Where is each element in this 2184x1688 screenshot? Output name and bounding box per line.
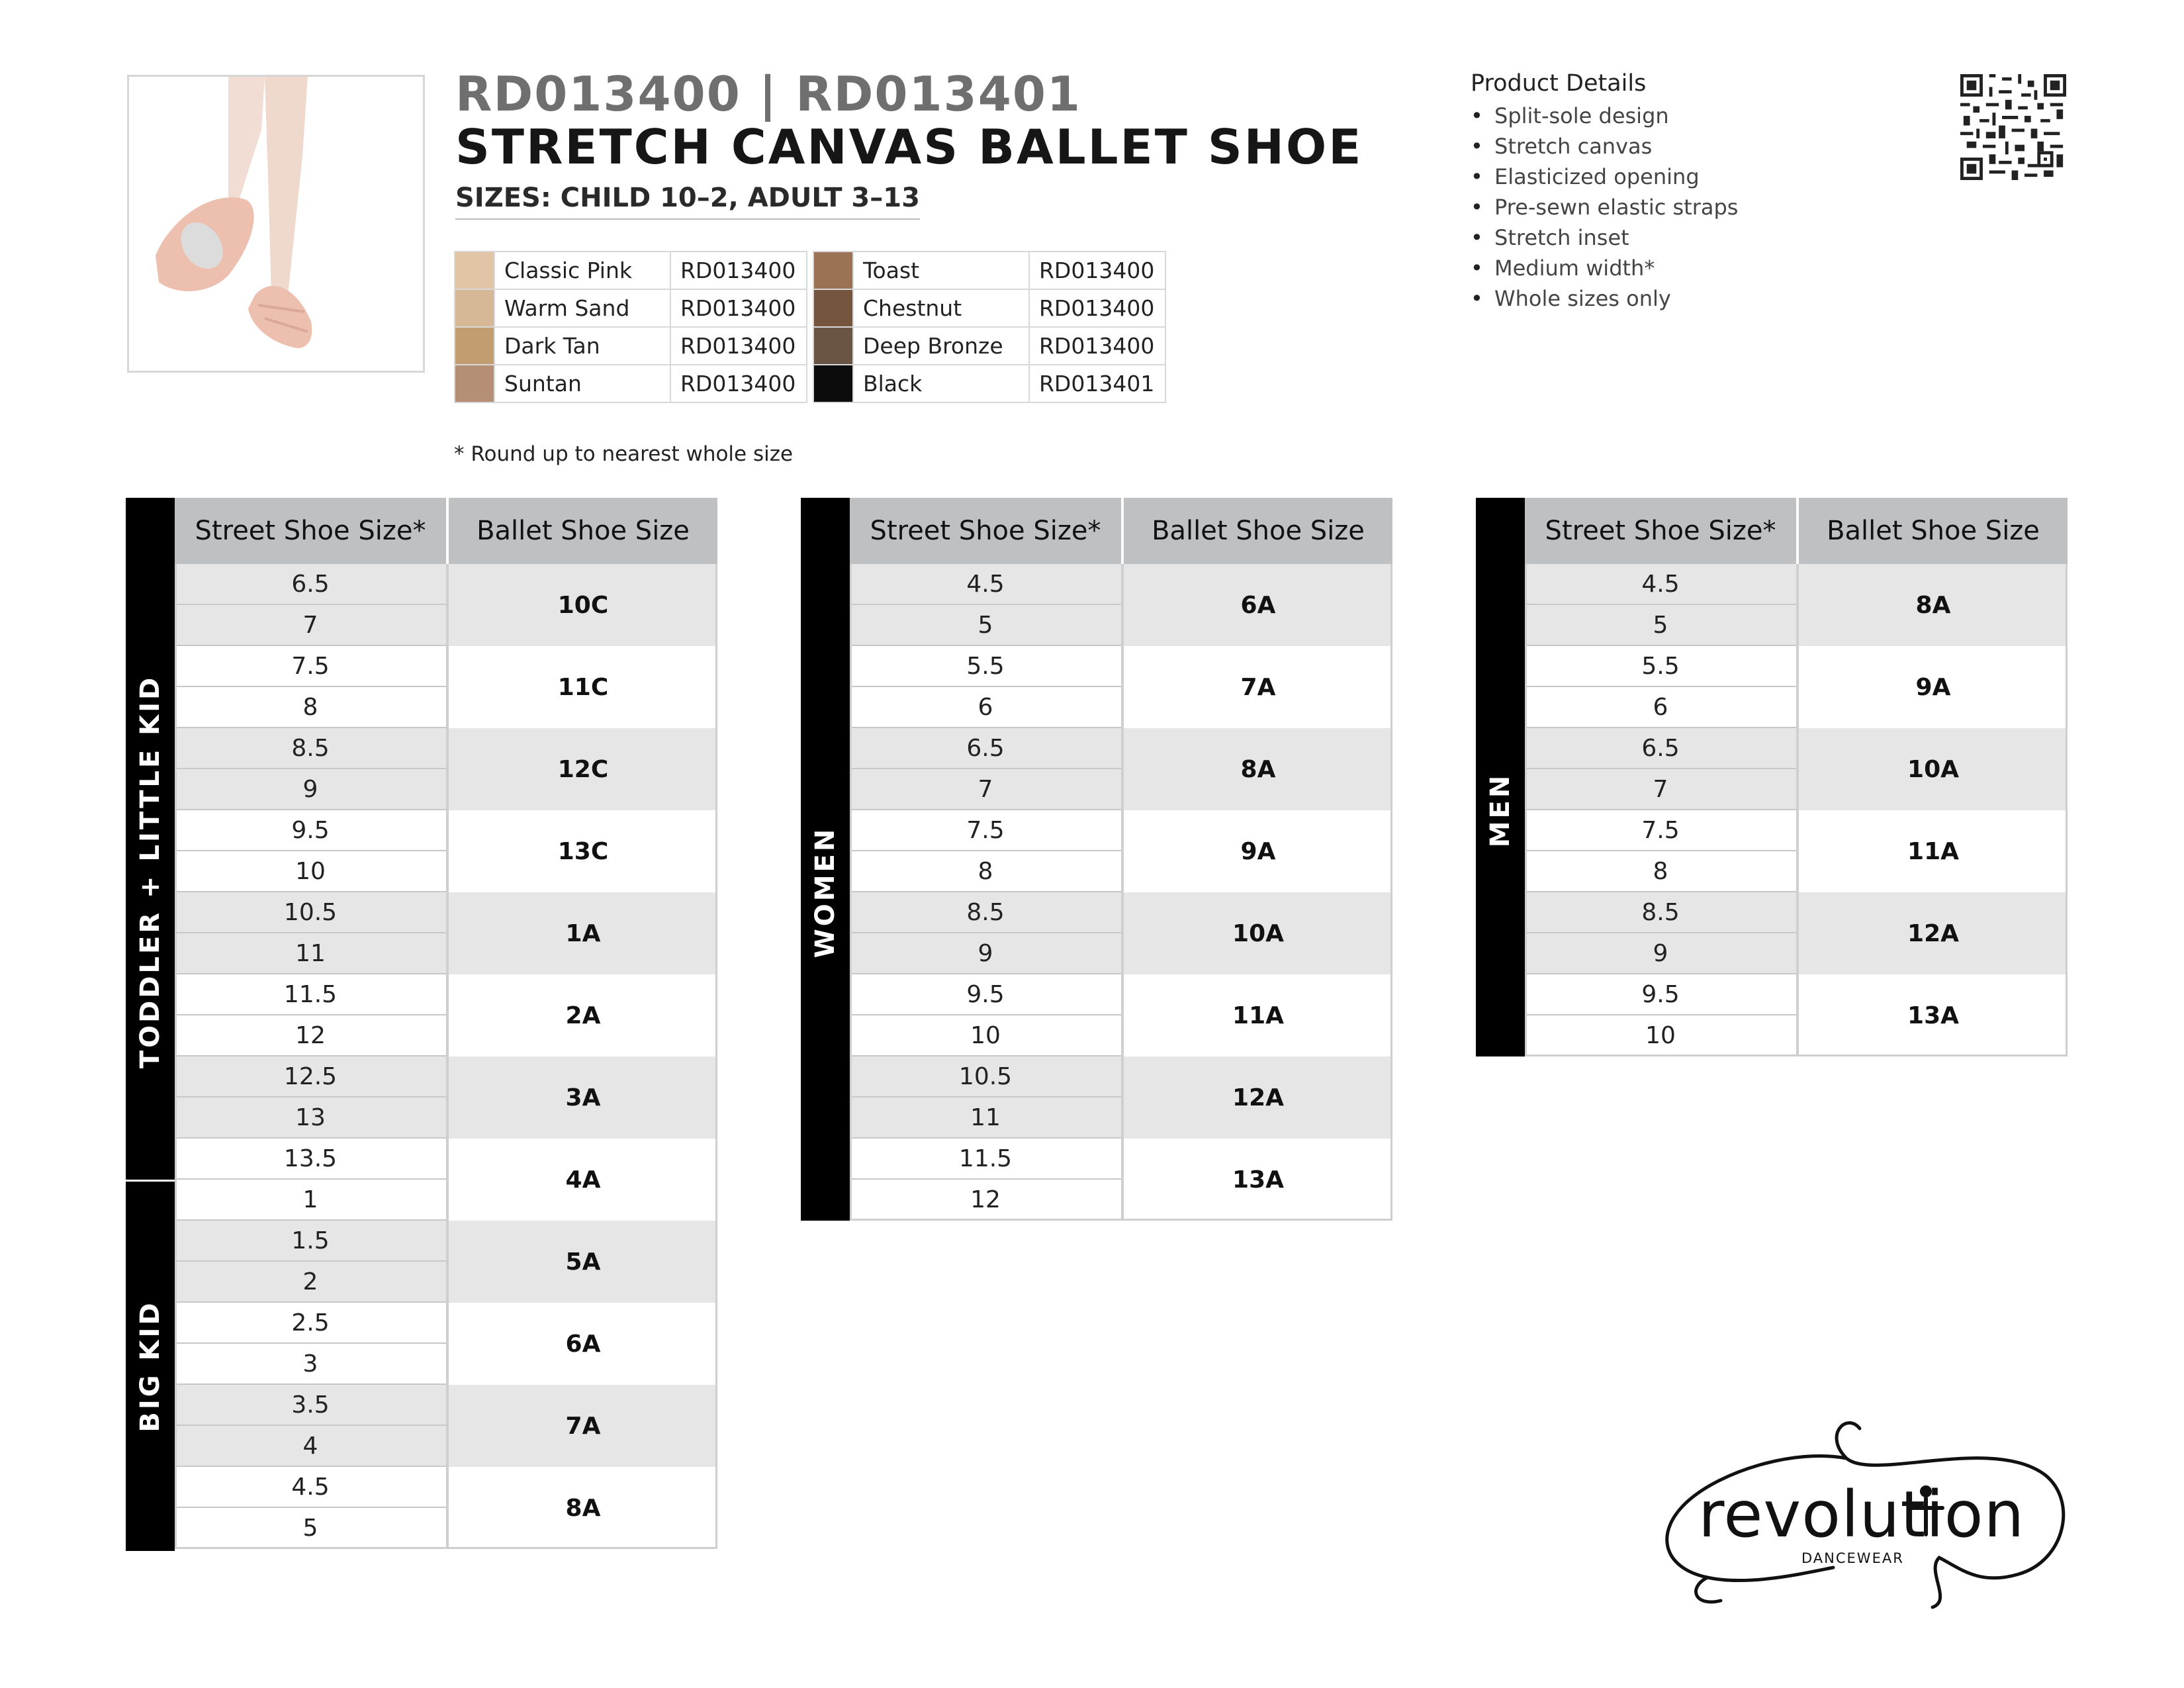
street-size-cell: 7 bbox=[1525, 769, 1796, 810]
street-size-cell: 6.5 bbox=[175, 564, 446, 605]
ballet-size-header: Ballet Shoe Size bbox=[1796, 498, 2068, 564]
product-codes: RD013400 | RD013401 bbox=[455, 66, 1082, 122]
product-title: STRETCH CANVAS BALLET SHOE bbox=[455, 119, 1363, 175]
ballet-size-cell: 7A bbox=[1121, 646, 1392, 728]
detail-item: • Stretch inset bbox=[1471, 222, 1738, 253]
detail-item: • Elasticized opening bbox=[1471, 162, 1738, 192]
qr-code[interactable] bbox=[1960, 74, 2066, 180]
size-group-bar bbox=[126, 1180, 175, 1551]
color-swatch bbox=[813, 365, 853, 402]
ballet-size-cell: 11A bbox=[1796, 810, 2068, 892]
ballet-size-cell: 10C bbox=[446, 564, 717, 646]
street-size-cell: 8 bbox=[175, 687, 446, 728]
color-row bbox=[455, 365, 807, 402]
footnote: * Round up to nearest whole size bbox=[454, 442, 794, 466]
street-size-cell: 10 bbox=[175, 851, 446, 892]
size-group-label: TODDLER + LITTLE KID bbox=[135, 675, 165, 1069]
color-swatch bbox=[813, 289, 853, 327]
ballet-size-cell: 12A bbox=[1796, 892, 2068, 974]
street-size-cell: 11.5 bbox=[850, 1139, 1121, 1180]
street-size-cell: 1.5 bbox=[175, 1221, 446, 1262]
street-size-cell: 3 bbox=[175, 1344, 446, 1385]
color-swatch bbox=[813, 327, 853, 365]
street-size-cell: 11 bbox=[175, 933, 446, 974]
street-size-cell: 8 bbox=[850, 851, 1121, 892]
color-code: RD013400 bbox=[1029, 289, 1165, 327]
street-size-cell: 10.5 bbox=[850, 1056, 1121, 1098]
size-range: SIZES: CHILD 10–2, ADULT 3–13 bbox=[455, 183, 920, 220]
street-size-cell: 9 bbox=[1525, 933, 1796, 974]
color-swatch bbox=[455, 252, 494, 289]
street-size-cell: 12.5 bbox=[175, 1056, 446, 1098]
color-code: RD013400 bbox=[670, 365, 807, 402]
street-size-cell: 11 bbox=[850, 1098, 1121, 1139]
street-size-cell: 4.5 bbox=[850, 564, 1121, 605]
detail-item: • Split-sole design bbox=[1471, 101, 1738, 131]
size-group-bar bbox=[801, 498, 850, 1221]
logo-subtitle: DANCEWEAR bbox=[1801, 1550, 1904, 1566]
street-size-cell: 2 bbox=[175, 1262, 446, 1303]
size-group-label: BIG KID bbox=[135, 1300, 165, 1432]
ballet-size-cell: 1A bbox=[446, 892, 717, 974]
street-size-cell: 11.5 bbox=[175, 974, 446, 1015]
color-row bbox=[455, 289, 807, 327]
ballet-size-cell: 8A bbox=[1796, 564, 2068, 646]
street-size-cell: 7.5 bbox=[175, 646, 446, 687]
ballet-size-cell: 13C bbox=[446, 810, 717, 892]
street-size-cell: 5.5 bbox=[1525, 646, 1796, 687]
ballet-size-cell: 8A bbox=[1121, 728, 1392, 810]
street-size-cell: 5 bbox=[850, 605, 1121, 646]
color-row bbox=[813, 289, 1165, 327]
size-chart-women bbox=[801, 498, 1392, 1221]
street-size-cell: 13 bbox=[175, 1098, 446, 1139]
color-code: RD013400 bbox=[1029, 327, 1165, 365]
size-group-bar bbox=[126, 498, 175, 1180]
street-size-cell: 8.5 bbox=[850, 892, 1121, 933]
street-size-cell: 7.5 bbox=[1525, 810, 1796, 851]
ballet-size-cell: 13A bbox=[1796, 974, 2068, 1056]
street-size-cell: 6 bbox=[1525, 687, 1796, 728]
color-row bbox=[455, 327, 807, 365]
street-size-header: Street Shoe Size* bbox=[1525, 498, 1796, 564]
ballet-size-cell: 12C bbox=[446, 728, 717, 810]
detail-item: • Medium width* bbox=[1471, 253, 1738, 283]
street-size-cell: 7.5 bbox=[850, 810, 1121, 851]
product-details-title: Product Details bbox=[1471, 70, 1647, 97]
street-size-cell: 5 bbox=[1525, 605, 1796, 646]
ballet-size-cell: 7A bbox=[446, 1385, 717, 1467]
color-name: Warm Sand bbox=[494, 289, 670, 327]
street-size-cell: 6 bbox=[850, 687, 1121, 728]
street-size-cell: 2.5 bbox=[175, 1303, 446, 1344]
street-size-cell: 4.5 bbox=[175, 1467, 446, 1508]
street-size-cell: 6.5 bbox=[1525, 728, 1796, 769]
street-size-cell: 8.5 bbox=[1525, 892, 1796, 933]
color-name: Classic Pink bbox=[494, 252, 670, 289]
ballet-size-cell: 6A bbox=[446, 1303, 717, 1385]
ballet-size-cell: 12A bbox=[1121, 1056, 1392, 1139]
street-size-cell: 13.5 bbox=[175, 1139, 446, 1180]
detail-item: • Pre-sewn elastic straps bbox=[1471, 192, 1738, 222]
size-group-label: WOMEN bbox=[810, 826, 841, 959]
street-size-cell: 10.5 bbox=[175, 892, 446, 933]
size-group-bar bbox=[1476, 498, 1525, 1056]
street-size-cell: 5.5 bbox=[850, 646, 1121, 687]
color-row bbox=[813, 365, 1165, 402]
color-code: RD013400 bbox=[670, 252, 807, 289]
color-row bbox=[813, 252, 1165, 289]
size-group-label: MEN bbox=[1485, 773, 1516, 848]
ballet-size-cell: 5A bbox=[446, 1221, 717, 1303]
ballet-size-cell: 10A bbox=[1121, 892, 1392, 974]
color-code: RD013400 bbox=[1029, 252, 1165, 289]
product-details-list bbox=[1471, 101, 1738, 314]
street-size-cell: 6.5 bbox=[850, 728, 1121, 769]
ballet-size-cell: 11A bbox=[1121, 974, 1392, 1056]
street-size-cell: 8.5 bbox=[175, 728, 446, 769]
color-swatch bbox=[455, 327, 494, 365]
street-size-cell: 9 bbox=[175, 769, 446, 810]
street-size-cell: 9.5 bbox=[1525, 974, 1796, 1015]
color-name: Deep Bronze bbox=[853, 327, 1029, 365]
color-swatch bbox=[455, 289, 494, 327]
color-name: Chestnut bbox=[853, 289, 1029, 327]
ballet-size-cell: 9A bbox=[1796, 646, 2068, 728]
ballet-size-header: Ballet Shoe Size bbox=[1121, 498, 1392, 564]
color-name: Black bbox=[853, 365, 1029, 402]
detail-item: • Whole sizes only bbox=[1471, 283, 1738, 314]
ballet-size-cell: 2A bbox=[446, 974, 717, 1056]
color-code: RD013401 bbox=[1029, 365, 1165, 402]
street-size-cell: 8 bbox=[1525, 851, 1796, 892]
ballet-size-cell: 10A bbox=[1796, 728, 2068, 810]
ballet-size-cell: 13A bbox=[1121, 1139, 1392, 1221]
ballet-size-header: Ballet Shoe Size bbox=[446, 498, 717, 564]
street-size-cell: 10 bbox=[850, 1015, 1121, 1056]
ballet-size-cell: 6A bbox=[1121, 564, 1392, 646]
street-size-cell: 9.5 bbox=[175, 810, 446, 851]
color-swatch bbox=[813, 252, 853, 289]
street-size-cell: 4.5 bbox=[1525, 564, 1796, 605]
street-size-header: Street Shoe Size* bbox=[850, 498, 1121, 564]
color-row bbox=[455, 252, 807, 289]
street-size-cell: 7 bbox=[175, 605, 446, 646]
street-size-header: Street Shoe Size* bbox=[175, 498, 446, 564]
ballet-size-cell: 9A bbox=[1121, 810, 1392, 892]
street-size-cell: 12 bbox=[175, 1015, 446, 1056]
color-swatch bbox=[455, 365, 494, 402]
color-table-left bbox=[454, 251, 807, 403]
color-table-right bbox=[813, 251, 1166, 403]
street-size-cell: 9.5 bbox=[850, 974, 1121, 1015]
color-code: RD013400 bbox=[670, 327, 807, 365]
ballet-size-cell: 3A bbox=[446, 1056, 717, 1139]
ballet-size-cell: 4A bbox=[446, 1139, 717, 1221]
street-size-cell: 9 bbox=[850, 933, 1121, 974]
street-size-cell: 12 bbox=[850, 1180, 1121, 1221]
ballet-size-cell: 11C bbox=[446, 646, 717, 728]
street-size-cell: 4 bbox=[175, 1426, 446, 1467]
street-size-cell: 10 bbox=[1525, 1015, 1796, 1056]
street-size-cell: 5 bbox=[175, 1508, 446, 1549]
logo-wordmark: revolution bbox=[1698, 1477, 2025, 1552]
product-photo bbox=[127, 75, 425, 373]
color-name: Suntan bbox=[494, 365, 670, 402]
detail-item: • Stretch canvas bbox=[1471, 131, 1738, 162]
size-chart-kids bbox=[126, 498, 717, 1549]
color-name: Toast bbox=[853, 252, 1029, 289]
color-row bbox=[813, 327, 1165, 365]
size-chart-men bbox=[1476, 498, 2068, 1056]
color-code: RD013400 bbox=[670, 289, 807, 327]
color-name: Dark Tan bbox=[494, 327, 670, 365]
street-size-cell: 3.5 bbox=[175, 1385, 446, 1426]
street-size-cell: 1 bbox=[175, 1180, 446, 1221]
street-size-cell: 7 bbox=[850, 769, 1121, 810]
ballet-size-cell: 8A bbox=[446, 1467, 717, 1549]
